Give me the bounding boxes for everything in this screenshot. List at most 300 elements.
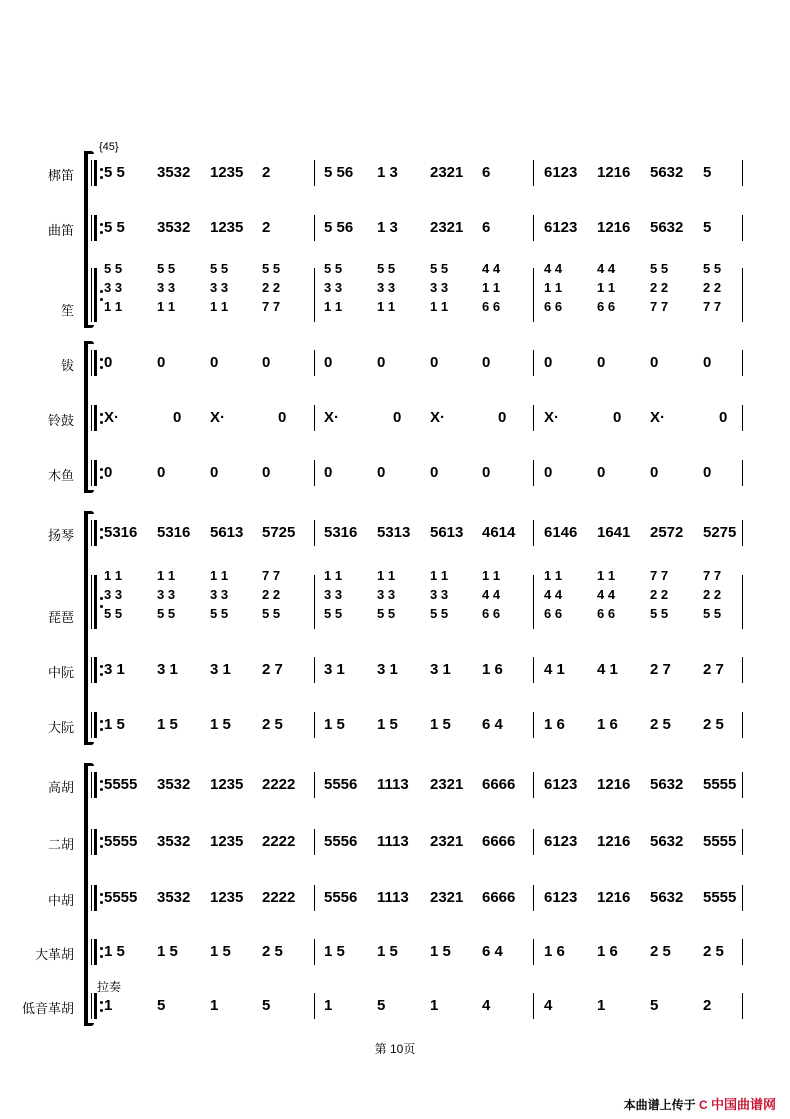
- instrument-label: 高胡: [47, 780, 74, 795]
- note-group: 4 1: [544, 661, 565, 678]
- note-group: 1113: [377, 889, 409, 906]
- note-group: 5 5: [104, 219, 125, 236]
- note-group: 0: [703, 354, 712, 371]
- note-group: 5 5: [104, 606, 123, 621]
- footer-prefix: 本曲谱上传于: [623, 1098, 696, 1112]
- barline: [742, 520, 743, 546]
- note-group: 6666: [482, 889, 516, 906]
- note-group: 3532: [157, 889, 191, 906]
- note-group: 3 3: [210, 587, 229, 602]
- repeat-dot: [100, 366, 103, 369]
- note-group: 1216: [597, 776, 631, 793]
- note-group: 4614: [482, 524, 516, 541]
- note-group: 2 2: [650, 587, 669, 602]
- system-bracket: [84, 343, 88, 491]
- barline: [742, 268, 743, 322]
- note-group: 1 1: [544, 280, 563, 295]
- note-group: 5 5: [703, 261, 722, 276]
- repeat-dot: [100, 901, 103, 904]
- repeat-dot: [100, 955, 103, 958]
- note-group: 2 5: [703, 943, 724, 960]
- note-group: 5555: [703, 776, 737, 793]
- note-group: 1 5: [377, 716, 398, 733]
- note-group: X·: [650, 409, 665, 426]
- note-group: 1 1: [544, 568, 563, 583]
- repeat-dot: [100, 788, 103, 791]
- note-group: 1 1: [210, 568, 229, 583]
- note-group: 1 1: [324, 568, 343, 583]
- note-group: 5 5: [377, 261, 396, 276]
- barline: [533, 160, 534, 186]
- note-group: 1 5: [157, 716, 178, 733]
- note-group: 0: [324, 354, 333, 371]
- system-bracket: [84, 513, 88, 743]
- note-group: 5 5: [430, 606, 449, 621]
- barline: [314, 160, 315, 186]
- note-group: 5 5: [157, 606, 176, 621]
- note-group: 0: [613, 409, 622, 426]
- barline: [742, 939, 743, 965]
- note-group: 5316: [104, 524, 138, 541]
- note-group: 3 1: [157, 661, 178, 678]
- note-group: 0: [262, 354, 271, 371]
- note-group: 5 5: [157, 261, 176, 276]
- repeat-dot: [100, 231, 103, 234]
- note-group: 3532: [157, 164, 191, 181]
- rehearsal-mark: {45}: [99, 141, 119, 153]
- note-group: 5 5: [104, 261, 123, 276]
- note-group: 0: [262, 464, 271, 481]
- note-group: 2 7: [703, 661, 724, 678]
- instrument-label: 中胡: [47, 893, 74, 908]
- note-group: 0: [650, 354, 659, 371]
- note-group: 1 1: [104, 299, 123, 314]
- note-group: 3 1: [324, 661, 345, 678]
- barline: [314, 829, 315, 855]
- system-bracket: [84, 765, 88, 1024]
- note-group: 0: [157, 464, 166, 481]
- note-group: 6123: [544, 889, 578, 906]
- instrument-label: 曲笛: [47, 223, 74, 238]
- page-number: 第 10页: [374, 1042, 416, 1056]
- repeat-start-barline: [91, 350, 103, 376]
- instrument-label: 钹: [60, 358, 74, 373]
- note-group: 2 2: [262, 587, 281, 602]
- barline: [742, 215, 743, 241]
- note-group: 5725: [262, 524, 296, 541]
- repeat-dot: [100, 720, 103, 723]
- note-group: 5275: [703, 524, 737, 541]
- note-group: 5313: [377, 524, 411, 541]
- note-group: 1 1: [482, 280, 501, 295]
- barline: [533, 350, 534, 376]
- repeat-dot: [100, 780, 103, 783]
- note-group: 6 6: [544, 606, 563, 621]
- note-group: 1 3: [377, 164, 398, 181]
- repeat-dot: [100, 1001, 103, 1004]
- note-group: 1 1: [157, 299, 176, 314]
- note-group: 5632: [650, 833, 684, 850]
- performance-note: 拉奏: [97, 980, 122, 994]
- instrument-label: 梆笛: [47, 168, 74, 183]
- note-group: 1 6: [482, 661, 503, 678]
- note-group: 5: [703, 219, 712, 236]
- note-group: 1 1: [597, 568, 616, 583]
- note-group: 5555: [703, 889, 737, 906]
- barline: [533, 575, 534, 629]
- note-group: 1 5: [210, 716, 231, 733]
- note-group: 5 5: [650, 261, 669, 276]
- note-group: 4 4: [482, 261, 501, 276]
- note-group: 0: [430, 354, 439, 371]
- note-group: 4 4: [544, 261, 563, 276]
- note-group: 0: [104, 354, 113, 371]
- note-group: 1 5: [324, 943, 345, 960]
- note-group: 4 4: [482, 587, 501, 602]
- note-group: 2 5: [650, 716, 671, 733]
- barline: [314, 772, 315, 798]
- note-group: 6146: [544, 524, 578, 541]
- note-group: 7 7: [650, 299, 669, 314]
- note-group: 1 5: [430, 716, 451, 733]
- note-group: 6: [482, 164, 491, 181]
- note-group: 0: [719, 409, 728, 426]
- note-group: 2: [262, 164, 271, 181]
- repeat-dot: [100, 665, 103, 668]
- repeat-start-barline: [91, 657, 103, 683]
- note-group: X·: [104, 409, 119, 426]
- note-group: 5556: [324, 889, 358, 906]
- repeat-dot: [100, 837, 103, 840]
- repeat-dot: [100, 673, 103, 676]
- note-group: 3 3: [210, 280, 229, 295]
- note-group: 6 4: [482, 716, 503, 733]
- barline: [742, 885, 743, 911]
- note-group: 4: [482, 997, 491, 1014]
- note-group: 0: [703, 464, 712, 481]
- note-group: 6 6: [482, 299, 501, 314]
- note-group: 6 4: [482, 943, 503, 960]
- note-group: 6666: [482, 776, 516, 793]
- note-group: X·: [210, 409, 225, 426]
- note-group: 1: [430, 997, 439, 1014]
- instrument-label: 低音革胡: [21, 1001, 74, 1016]
- note-group: 1 1: [157, 568, 176, 583]
- note-group: 0: [498, 409, 507, 426]
- note-group: 1 6: [544, 716, 565, 733]
- note-group: 2321: [430, 889, 464, 906]
- note-group: 5555: [104, 776, 138, 793]
- note-group: 1 6: [544, 943, 565, 960]
- note-group: 1 1: [377, 299, 396, 314]
- instrument-label: 大革胡: [34, 947, 74, 962]
- note-group: 1 5: [210, 943, 231, 960]
- barline: [742, 829, 743, 855]
- note-group: 1 6: [597, 943, 618, 960]
- barline: [742, 712, 743, 738]
- repeat-start-barline: [91, 939, 103, 965]
- note-group: 2: [262, 219, 271, 236]
- note-group: 2 5: [262, 716, 283, 733]
- note-group: 1216: [597, 219, 631, 236]
- note-group: 0: [650, 464, 659, 481]
- note-group: 3 1: [104, 661, 125, 678]
- note-group: 2572: [650, 524, 684, 541]
- note-group: 6 6: [544, 299, 563, 314]
- note-group: 7 7: [262, 568, 281, 583]
- barline: [314, 885, 315, 911]
- note-group: 1235: [210, 889, 244, 906]
- barline: [533, 885, 534, 911]
- note-group: 0: [377, 464, 386, 481]
- barline: [314, 657, 315, 683]
- note-group: 5555: [703, 833, 737, 850]
- note-group: 0: [324, 464, 333, 481]
- note-group: 3 3: [104, 587, 123, 602]
- barline: [314, 712, 315, 738]
- note-group: 1: [597, 997, 606, 1014]
- barline: [533, 405, 534, 431]
- note-group: 1 1: [430, 568, 449, 583]
- repeat-start-barline: [91, 160, 103, 186]
- barline: [314, 520, 315, 546]
- barline: [742, 160, 743, 186]
- note-group: 2 2: [262, 280, 281, 295]
- repeat-dot: [100, 728, 103, 731]
- note-group: 1 1: [104, 568, 123, 583]
- note-group: 5: [650, 997, 659, 1014]
- note-group: 1235: [210, 833, 244, 850]
- note-group: 4: [544, 997, 553, 1014]
- barline: [533, 268, 534, 322]
- repeat-start-barline: [91, 885, 103, 911]
- note-group: 6 6: [597, 606, 616, 621]
- instrument-label: 扬琴: [47, 528, 74, 543]
- note-group: 0: [544, 354, 553, 371]
- note-group: 6666: [482, 833, 516, 850]
- note-group: 6123: [544, 833, 578, 850]
- note-group: 5 5: [377, 606, 396, 621]
- note-group: 0: [278, 409, 287, 426]
- note-group: 1641: [597, 524, 631, 541]
- note-group: 7 7: [650, 568, 669, 583]
- note-group: 3 3: [377, 280, 396, 295]
- barline: [314, 405, 315, 431]
- note-group: 0: [597, 354, 606, 371]
- repeat-dot: [100, 597, 103, 600]
- note-group: 5556: [324, 833, 358, 850]
- note-group: 3 1: [377, 661, 398, 678]
- note-group: 3 1: [430, 661, 451, 678]
- instrument-label: 笙: [60, 303, 74, 318]
- note-group: 5 5: [262, 261, 281, 276]
- note-group: 2222: [262, 889, 296, 906]
- barline: [742, 772, 743, 798]
- note-group: 1235: [210, 776, 244, 793]
- repeat-start-barline: [91, 405, 103, 431]
- note-group: 6 6: [597, 299, 616, 314]
- note-group: 1113: [377, 833, 409, 850]
- note-group: 3 3: [324, 280, 343, 295]
- barline: [742, 575, 743, 629]
- barline: [314, 575, 315, 629]
- note-group: 0: [544, 464, 553, 481]
- note-group: 5613: [430, 524, 464, 541]
- instrument-label: 二胡: [47, 837, 74, 852]
- barline: [314, 268, 315, 322]
- note-group: 1235: [210, 164, 244, 181]
- repeat-dot: [100, 223, 103, 226]
- footer-brand[interactable]: 中国曲谱网: [710, 1097, 776, 1112]
- repeat-start-barline: [91, 993, 103, 1019]
- note-group: 3 3: [324, 587, 343, 602]
- note-group: 2 2: [650, 280, 669, 295]
- barline: [314, 215, 315, 241]
- note-group: 1 5: [104, 943, 125, 960]
- note-group: 1: [210, 997, 219, 1014]
- note-group: 7 7: [262, 299, 281, 314]
- note-group: 1 5: [430, 943, 451, 960]
- note-group: 1 1: [430, 299, 449, 314]
- note-group: 7 7: [703, 299, 722, 314]
- note-group: 3532: [157, 833, 191, 850]
- repeat-dot: [100, 536, 103, 539]
- barline: [314, 350, 315, 376]
- repeat-start-barline: [91, 829, 103, 855]
- instrument-label: 中阮: [47, 665, 74, 680]
- note-group: 1 1: [597, 280, 616, 295]
- note-group: 1 6: [597, 716, 618, 733]
- note-group: 4 4: [597, 587, 616, 602]
- note-group: 5 56: [324, 219, 354, 236]
- repeat-dot: [100, 421, 103, 424]
- note-group: 5556: [324, 776, 358, 793]
- note-group: 3532: [157, 776, 191, 793]
- repeat-dot: [100, 413, 103, 416]
- note-group: 1 5: [104, 716, 125, 733]
- note-group: 1 5: [324, 716, 345, 733]
- note-group: 2 7: [650, 661, 671, 678]
- note-group: 5: [262, 997, 271, 1014]
- note-group: 6 6: [482, 606, 501, 621]
- note-group: 3 3: [157, 280, 176, 295]
- instrument-label: 木鱼: [47, 468, 74, 483]
- note-group: 5: [703, 164, 712, 181]
- note-group: 6123: [544, 776, 578, 793]
- note-group: 6123: [544, 164, 578, 181]
- note-group: 5: [377, 997, 386, 1014]
- instrument-label: 琵琶: [47, 610, 74, 625]
- note-group: 5 5: [324, 606, 343, 621]
- note-group: 5555: [104, 833, 138, 850]
- note-group: 5 5: [104, 164, 125, 181]
- instrument-label: 大阮: [47, 720, 74, 735]
- repeat-dot: [100, 358, 103, 361]
- note-group: 5: [157, 997, 166, 1014]
- note-group: 0: [157, 354, 166, 371]
- note-group: 3 3: [157, 587, 176, 602]
- repeat-dot: [100, 893, 103, 896]
- barline: [533, 772, 534, 798]
- note-group: 2 5: [262, 943, 283, 960]
- note-group: 6123: [544, 219, 578, 236]
- note-group: 5 5: [430, 261, 449, 276]
- note-group: 0: [482, 354, 491, 371]
- note-group: 1216: [597, 833, 631, 850]
- note-group: 3 1: [210, 661, 231, 678]
- repeat-dot: [100, 1009, 103, 1012]
- note-group: 3 3: [377, 587, 396, 602]
- barline: [533, 939, 534, 965]
- footer: [624, 1094, 776, 1113]
- note-group: 5 5: [210, 606, 229, 621]
- note-group: X·: [324, 409, 339, 426]
- note-group: 5 5: [210, 261, 229, 276]
- note-group: 5316: [157, 524, 191, 541]
- barline: [314, 939, 315, 965]
- note-group: 1: [324, 997, 333, 1014]
- note-group: 6: [482, 219, 491, 236]
- note-group: 2321: [430, 833, 464, 850]
- repeat-start-barline: [91, 460, 103, 486]
- note-group: 0: [104, 464, 113, 481]
- instrument-label: 铃鼓: [47, 413, 74, 428]
- barline: [742, 993, 743, 1019]
- note-group: X·: [544, 409, 559, 426]
- note-group: 0: [210, 354, 219, 371]
- barline: [533, 993, 534, 1019]
- note-group: 5 5: [650, 606, 669, 621]
- repeat-start-barline: [91, 520, 103, 546]
- note-group: 5632: [650, 219, 684, 236]
- repeat-start-barline: [91, 268, 103, 322]
- note-group: 0: [430, 464, 439, 481]
- barline: [533, 829, 534, 855]
- note-group: 1 1: [482, 568, 501, 583]
- note-group: 3 3: [104, 280, 123, 295]
- note-group: 1 5: [377, 943, 398, 960]
- note-group: 1: [104, 997, 113, 1014]
- barline: [742, 405, 743, 431]
- barline: [742, 460, 743, 486]
- note-group: 3 3: [430, 280, 449, 295]
- note-group: 0: [173, 409, 182, 426]
- note-group: 5 5: [262, 606, 281, 621]
- note-group: 1 5: [157, 943, 178, 960]
- note-group: 2 2: [703, 587, 722, 602]
- note-group: 1216: [597, 889, 631, 906]
- note-group: 2 5: [650, 943, 671, 960]
- note-group: 5555: [104, 889, 138, 906]
- barline: [533, 215, 534, 241]
- note-group: 7 7: [703, 568, 722, 583]
- barline: [742, 350, 743, 376]
- barline: [533, 712, 534, 738]
- repeat-dot: [100, 298, 103, 301]
- repeat-start-barline: [91, 215, 103, 241]
- note-group: 2321: [430, 164, 464, 181]
- note-group: 2321: [430, 776, 464, 793]
- repeat-start-barline: [91, 575, 103, 629]
- note-group: 1 1: [210, 299, 229, 314]
- note-group: 1216: [597, 164, 631, 181]
- note-group: 5 5: [324, 261, 343, 276]
- repeat-dot: [100, 528, 103, 531]
- note-group: X·: [430, 409, 445, 426]
- note-group: 1 1: [377, 568, 396, 583]
- repeat-start-barline: [91, 712, 103, 738]
- note-group: 2: [703, 997, 712, 1014]
